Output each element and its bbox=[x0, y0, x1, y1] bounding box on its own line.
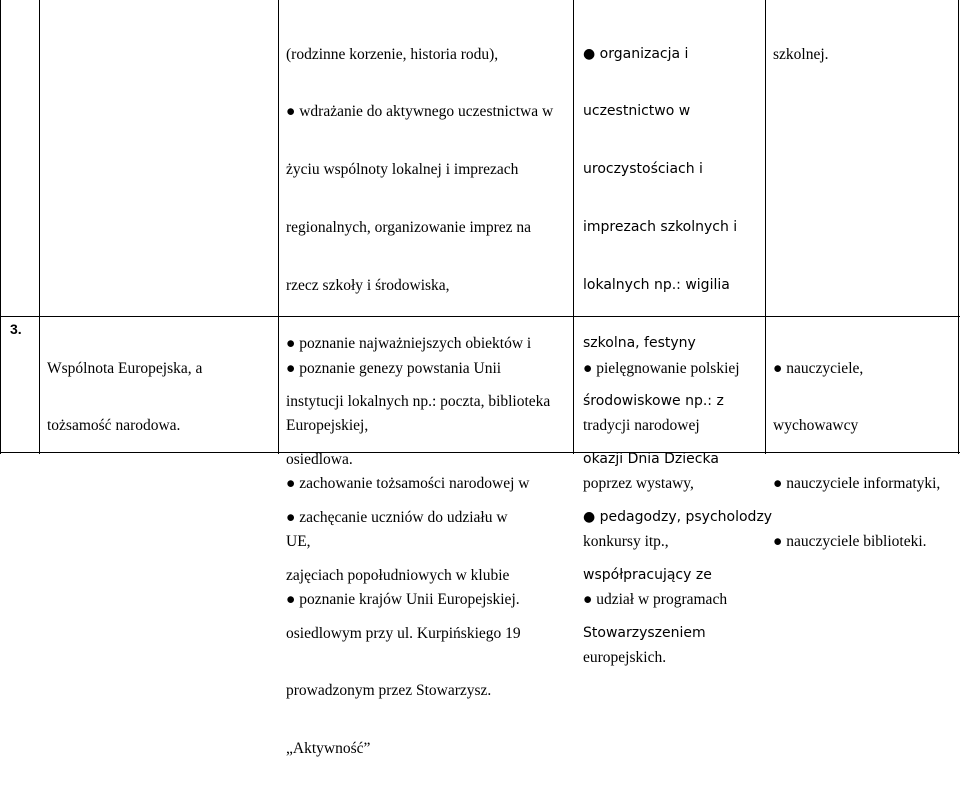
text-line: Wspólnota Europejska, a bbox=[47, 359, 203, 377]
text-line: ● wdrażanie do aktywnego uczestnictwa w bbox=[286, 103, 554, 121]
text-line: ● nauczyciele informatyki, bbox=[773, 475, 941, 493]
text-line: tożsamość narodowa. bbox=[47, 417, 181, 435]
text-line: ● udział w programach bbox=[583, 591, 728, 609]
text-line: ● poznanie najważniejszych obiektów i bbox=[286, 335, 532, 353]
text-line: szkolna, festyny bbox=[583, 335, 696, 352]
goals-cell bbox=[286, 320, 530, 648]
text-line: ● nauczyciele biblioteki. bbox=[773, 533, 927, 551]
text-line: konkursy itp., bbox=[583, 533, 669, 551]
text-line: ● pielęgnowanie polskiej bbox=[583, 359, 740, 377]
text-line: ● zachowanie tożsamości narodowej w bbox=[286, 475, 530, 493]
text-line: środowiskowe np.: z bbox=[583, 392, 724, 409]
text-line: instytucji lokalnych np.: poczta, biblioteka bbox=[286, 392, 551, 410]
text-line: współpracujący ze bbox=[583, 566, 712, 583]
text-line: ● pedagodzy, psycholodzy bbox=[583, 508, 773, 525]
text-line: Stowarzyszeniem bbox=[583, 624, 706, 641]
column-divider bbox=[39, 0, 40, 454]
text-line: uroczystościach i bbox=[583, 161, 703, 178]
text-line: ● poznanie genezy powstania Unii bbox=[286, 359, 502, 377]
text-line: prowadzonym przez Stowarzysz. bbox=[286, 682, 492, 700]
table-border-left bbox=[0, 0, 1, 454]
text-line: okazji Dnia Dziecka bbox=[583, 450, 719, 467]
text-line: rzecz szkoły i środowiska, bbox=[286, 277, 450, 295]
text-line: „Aktywność” bbox=[286, 740, 371, 758]
text-line: życiu wspólnoty lokalnej i imprezach bbox=[286, 161, 519, 179]
text-line: europejskich. bbox=[583, 649, 667, 667]
text-line: uczestnictwo w bbox=[583, 103, 691, 120]
text-line: ● poznanie krajów Unii Europejskiej. bbox=[286, 591, 520, 609]
text-line: lokalnych np.: wigilia bbox=[583, 277, 730, 294]
text-line: osiedlowym przy ul. Kurpińskiego 19 bbox=[286, 624, 521, 642]
text-line: tradycji narodowej bbox=[583, 417, 700, 435]
column-divider bbox=[278, 0, 279, 454]
text-line: regionalnych, organizowanie imprez na bbox=[286, 219, 532, 237]
row-number: 3. bbox=[10, 321, 22, 337]
text-line: imprezach szkolnych i bbox=[583, 219, 738, 236]
text-line: (rodzinne korzenie, historia rodu), bbox=[286, 45, 499, 63]
text-line: wychowawcy bbox=[773, 417, 859, 435]
text-line: UE, bbox=[286, 533, 311, 551]
text-line: zajęciach popołudniowych w klubie bbox=[286, 566, 510, 584]
text-line: ● zachęcanie uczniów do udziału w bbox=[286, 508, 508, 526]
text-line: poprzez wystawy, bbox=[583, 475, 694, 493]
column-divider bbox=[573, 0, 574, 454]
responsible-cell bbox=[773, 320, 940, 590]
text-line: szkolnej. bbox=[773, 45, 829, 63]
text-line: osiedlowa. bbox=[286, 450, 353, 468]
text-line: Europejskiej, bbox=[286, 417, 369, 435]
text-line: ● nauczyciele, bbox=[773, 359, 864, 377]
forms-cell bbox=[583, 320, 740, 706]
topic-cell bbox=[47, 320, 202, 474]
table-border-right bbox=[958, 0, 959, 454]
responsible-cell bbox=[773, 6, 829, 102]
text-line: ● organizacja i bbox=[583, 45, 689, 62]
